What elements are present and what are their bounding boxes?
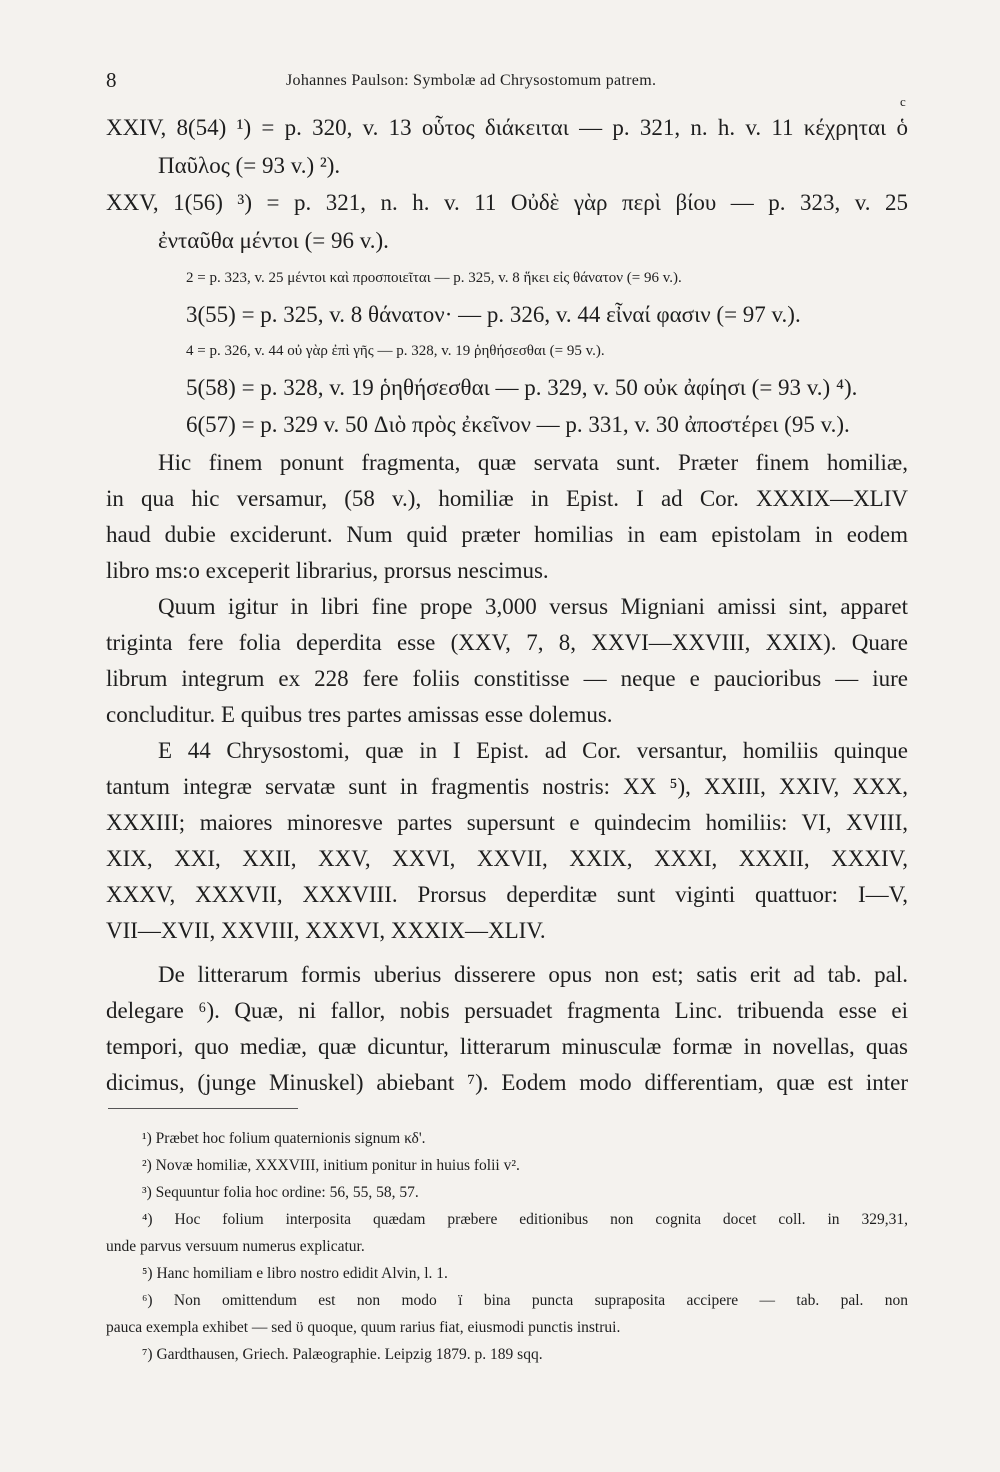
entry-line: XXIV, 8(54) ¹) = p. 320, v. 13 οὗτος διάκειται — p. 321, n. h. v. 11 κέχρηται ὁ xyxy=(106,115,908,140)
footnote-rule xyxy=(108,1108,298,1109)
footnote: ⁵) Hanc homiliam e libro nostro edidit Alvin, l. 1. xyxy=(142,1265,448,1282)
entry-line: 5(58) = p. 328, v. 19 ῥηθήσεσθαι — p. 329, v. 50 οὐκ ἀφίησι (= 93 v.) ⁴). xyxy=(186,375,858,400)
footnote: ¹) Præbet hoc folium quaternionis signum κδ'. xyxy=(142,1130,426,1147)
body-line: tantum integræ servatæ sunt in fragmentis nostris: XX ⁵), XXIII, XXIV, XXX, xyxy=(106,774,908,799)
body-line: tempori, quo mediæ, quæ dicuntur, litterarum minusculæ formæ in novellas, quas xyxy=(106,1034,908,1059)
entry-line: XXV, 1(56) ³) = p. 321, n. h. v. 11 Οὐδὲ γὰρ περὶ βίου — p. 323, v. 25 xyxy=(106,190,908,215)
body-line: De litterarum formis uberius disserere opus non est; satis erit ad tab. pal. xyxy=(158,962,908,987)
entry-line: 6(57) = p. 329 v. 50 Διὸ πρὸς ἐκεῖνον — p. 331, v. 30 ἀποστέρει (95 v.). xyxy=(186,412,850,437)
entry-line: 3(55) = p. 325, v. 8 θάνατον· — p. 326, v. 44 εἶναί φασιν (= 97 v.). xyxy=(186,302,801,327)
footnote-continuation: unde parvus versuum numerus explicatur. xyxy=(106,1238,365,1255)
footnote: ⁴) Hoc folium interposita quædam præbere editionibus non cognita docet coll. in 329,31, xyxy=(142,1211,908,1228)
footnote-continuation: pauca exempla exhibet — sed ϋ quoque, quum rarius fiat, eiusmodi punctis instrui. xyxy=(106,1319,621,1336)
body-line: VII—XVII, XXVIII, XXXVI, XXXIX—XLIV. xyxy=(106,918,546,943)
footnote: ²) Novæ homiliæ, XXXVIII, initium ponitur in huius folii v². xyxy=(142,1157,520,1174)
body-line: XIX, XXI, XXII, XXV, XXVI, XXVII, XXIX, XXXI, XXXII, XXXIV, xyxy=(106,846,908,871)
body-line: XXXIII; maiores minoresve partes supersunt e quindecim homiliis: VI, XVIII, xyxy=(106,810,908,835)
footnote: ⁷) Gardthausen, Griech. Palæographie. Leipzig 1879. p. 189 sqq. xyxy=(142,1346,543,1363)
footnote: ³) Sequuntur folia hoc ordine: 56, 55, 58, 57. xyxy=(142,1184,419,1201)
body-line: XXXV, XXXVII, XXXVIII. Prorsus deperditæ sunt viginti quattuor: I—V, xyxy=(106,882,908,907)
body-line: delegare ⁶). Quæ, ni fallor, nobis persuadet fragmenta Linc. tribuenda esse ei xyxy=(106,998,908,1023)
entry-line: 4 = p. 326, v. 44 οὐ γὰρ ἐπὶ γῆς — p. 328, v. 19 ῥηθήσεσθαι (= 95 v.). xyxy=(186,343,605,359)
footnote: ⁶) Non omittendum est non modo ï bina puncta supraposita accipere — tab. pal. non xyxy=(142,1292,908,1309)
running-title: Johannes Paulson: Symbolæ ad Chrysostomum patrem. xyxy=(286,72,657,89)
running-header xyxy=(106,68,916,92)
body-line: triginta fere folia deperdita esse (XXV, 7, 8, XXVI—XXVIII, XXIX). Quare xyxy=(106,630,908,655)
body-line: librum integrum ex 228 fere foliis constitisse — neque e paucioribus — iure xyxy=(106,666,908,691)
body-line: dicimus, (junge Minuskel) abiebant ⁷). Eodem modo differentiam, quæ est inter xyxy=(106,1070,908,1095)
page-number: 8 xyxy=(106,68,117,92)
body-line: E 44 Chrysostomi, quæ in I Epist. ad Cor. versantur, homiliis quinque xyxy=(158,738,908,763)
body-line: concluditur. E quibus tres partes amissas esse dolemus. xyxy=(106,702,613,727)
margin-mark: c xyxy=(900,94,906,109)
body-line: Hic finem ponunt fragmenta, quæ servata sunt. Præter finem homiliæ, xyxy=(158,450,908,475)
entry-line: ἐνταῦθα μέντοι (= 96 v.). xyxy=(158,228,389,253)
entry-line: 2 = p. 323, v. 25 μέντοι καὶ προσποιεῖται — p. 325, v. 8 ἥκει εἰς θάνατον (= 96 v.). xyxy=(186,270,682,286)
body-line: in qua hic versamur, (58 v.), homiliæ in Epist. I ad Cor. XXXIX—XLIV xyxy=(106,486,908,511)
body-line: haud dubie exciderunt. Num quid præter homilias in eam epistolam in eodem xyxy=(106,522,908,547)
body-line: Quum igitur in libri fine prope 3,000 versus Migniani amissi sint, apparet xyxy=(158,594,908,619)
entry-line: Παῦλος (= 93 v.) ²). xyxy=(158,153,341,178)
body-line: libro ms:o exceperit librarius, prorsus nescimus. xyxy=(106,558,549,583)
